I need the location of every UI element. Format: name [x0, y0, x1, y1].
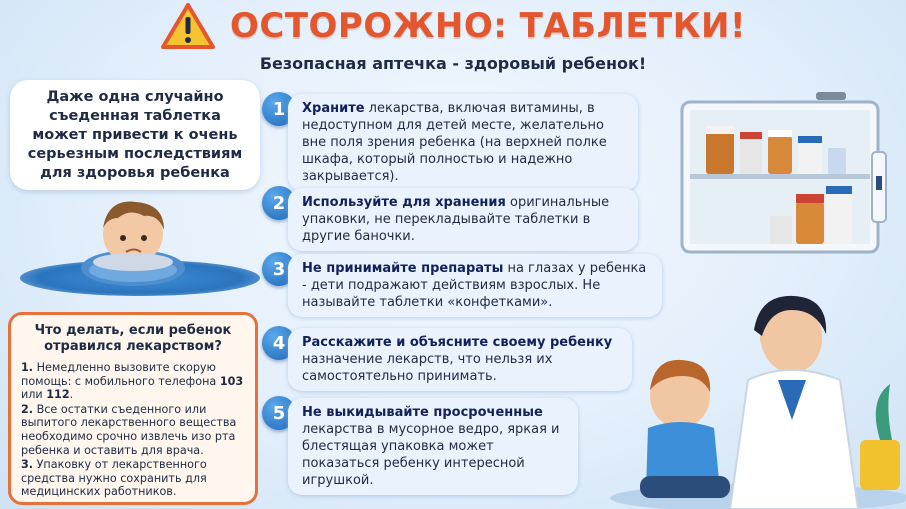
- speech-bubble: [10, 80, 260, 190]
- step-number: 5: [262, 396, 296, 430]
- step-number: 3: [262, 252, 296, 286]
- step-card: [288, 398, 578, 495]
- page-title: ОСТОРОЖНО: ТАБЛЕТКИ!: [229, 6, 746, 46]
- step-bold: Используйте для хранения: [302, 195, 506, 210]
- medicine-cabinet-illustration: [676, 92, 896, 260]
- step-card: [288, 328, 632, 391]
- phone-103: 103: [219, 374, 244, 388]
- bubble-text: Даже одна случайно съеденная таблетка может привести к очень серьезным последствиям для здоровья ребенка: [27, 88, 243, 181]
- sad-child-illustration: [78, 188, 188, 288]
- help-item-text: Немедленно вызовите скорую помощь: с мобильного телефона: [21, 361, 220, 388]
- step-bold: Храните: [302, 101, 365, 116]
- step-text: назначение лекарств, что нельзя их самостоятельно принимать.: [302, 352, 553, 384]
- help-item-number: 3.: [21, 458, 34, 472]
- help-item-1: [21, 361, 245, 402]
- help-item-text: Упаковку от лекарственного средства нужно сохранить для медицинских работников.: [21, 458, 207, 499]
- help-item-text: или: [21, 388, 47, 402]
- help-item-number: 2.: [21, 402, 34, 416]
- step-text: на глазах у ребенка - дети подражают действиям взрослых. Не называйте таблетки «конфетками».: [302, 261, 647, 310]
- step-text: лекарства, включая витамины, в недоступном для детей месте, желательно вне поля зрения ребенка (на верхней полке шкафа, который полностью и надежно закрывается).: [302, 101, 607, 184]
- help-box-list: [21, 361, 245, 499]
- help-box-title: Что делать, если ребенок отравился лекарством?: [34, 323, 232, 354]
- step-bold: Расскажите и объясните своему ребенку: [302, 335, 613, 350]
- step-number: 4: [262, 326, 296, 360]
- step-number: 1: [262, 92, 296, 126]
- poisoning-help-box: [8, 312, 258, 505]
- help-item-2: [21, 403, 245, 457]
- help-item-3: [21, 458, 245, 499]
- help-item-number: 1.: [21, 361, 34, 374]
- help-item-text: Все остатки съеденного или выпитого лекарственного вещества необходимо срочно извлечь изо рта ребенка и оставить для врача.: [21, 402, 237, 457]
- step-text: оригинальные упаковки, не перекладывайте таблетки в другие баночки.: [302, 195, 610, 244]
- page-subtitle: Безопасная аптечка - здоровый ребенок!: [259, 54, 647, 73]
- step-card: [288, 94, 638, 191]
- step-number: 2: [262, 186, 296, 220]
- phone-112: 112: [46, 388, 70, 402]
- step-bold: Не принимайте препараты: [302, 261, 504, 276]
- doctor-and-child-illustration: [610, 280, 906, 509]
- warning-triangle-icon: [160, 2, 216, 50]
- header: [0, 0, 906, 52]
- step-text: лекарства в мусорное ведро, яркая и блестящая упаковка может показаться ребенку интересной игрушкой.: [302, 422, 560, 488]
- step-card: [288, 188, 638, 251]
- step-bold: Не выкидывайте просроченные: [302, 405, 543, 420]
- step-card: [288, 254, 662, 317]
- help-item-text: .: [69, 388, 74, 402]
